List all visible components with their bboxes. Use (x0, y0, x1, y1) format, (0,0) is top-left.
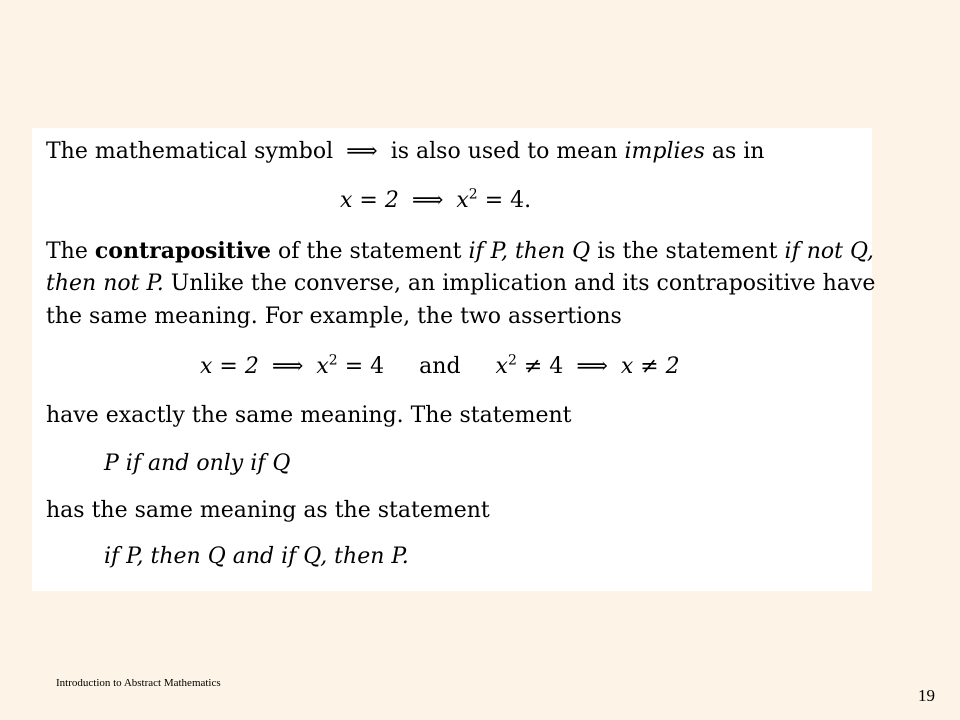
equation-2 (200, 353, 680, 381)
iff-statement (104, 450, 290, 478)
eq2-b-base: x (495, 354, 508, 379)
equation-1 (340, 187, 531, 215)
eq1-arrow: ⟹ (411, 188, 444, 213)
implies-word: implies (624, 139, 705, 164)
contrapositive-term: contrapositive (94, 238, 272, 264)
page-number: 19 (918, 686, 935, 705)
eq2-b-rhs: x ≠ 2 (620, 354, 680, 379)
eq1-rhs-exponent: 2 (468, 186, 478, 203)
eq1-rhs-tail: = 4. (484, 188, 532, 213)
final-statement-text: if P, then Q and if Q, then P. (104, 544, 409, 569)
para2-l1-pre: The (46, 239, 88, 264)
contrapositive-line-3 (46, 303, 622, 331)
eq2-b-arrow: ⟹ (576, 354, 608, 379)
eq2-a-arrow: ⟹ (271, 354, 304, 379)
intro-text-3: as in (711, 139, 765, 164)
same-meaning-line (46, 402, 572, 430)
eq2-a-lhs: x = 2 (200, 354, 259, 379)
if-not-q: if not Q, (784, 239, 874, 264)
eq2-b-tail: ≠ 4 (523, 354, 564, 379)
para2-l1-mid2: is the statement (597, 239, 778, 264)
then-not-p: then not P. (46, 271, 164, 296)
eq2-a-tail: = 4 (344, 354, 385, 379)
has-same-meaning-line (46, 497, 490, 525)
footer-course-title: Introduction to Abstract Mathematics (56, 677, 221, 689)
para2-l3: the same meaning. For example, the two assertions (46, 304, 622, 329)
eq2-and: and (419, 354, 461, 379)
para2-l1-mid: of the statement (278, 239, 462, 264)
if-p-then-q: if P, then Q (468, 239, 591, 264)
final-statement (104, 543, 409, 571)
content-panel (32, 128, 876, 591)
eq1-lhs: x = 2 (340, 188, 399, 213)
para2-l2-rest: Unlike the converse, an implication and its contrapositive have (170, 271, 876, 296)
contrapositive-line-1 (46, 237, 874, 266)
eq2-a-base: x (316, 354, 329, 379)
implies-arrow-symbol: ⟹ (346, 139, 378, 164)
intro-text-2: is also used to mean (390, 139, 618, 164)
intro-line (46, 138, 764, 166)
iff-text: P if and only if Q (104, 451, 291, 476)
eq2-b-exponent: 2 (507, 352, 517, 369)
eq1-rhs-base: x (456, 188, 469, 213)
has-same-meaning-text: has the same meaning as the statement (46, 498, 490, 523)
eq2-a-exponent: 2 (328, 352, 338, 369)
contrapositive-line-2 (46, 270, 875, 298)
same-meaning-text: have exactly the same meaning. The statement (46, 403, 572, 428)
intro-text-1: The mathematical symbol (46, 139, 334, 164)
